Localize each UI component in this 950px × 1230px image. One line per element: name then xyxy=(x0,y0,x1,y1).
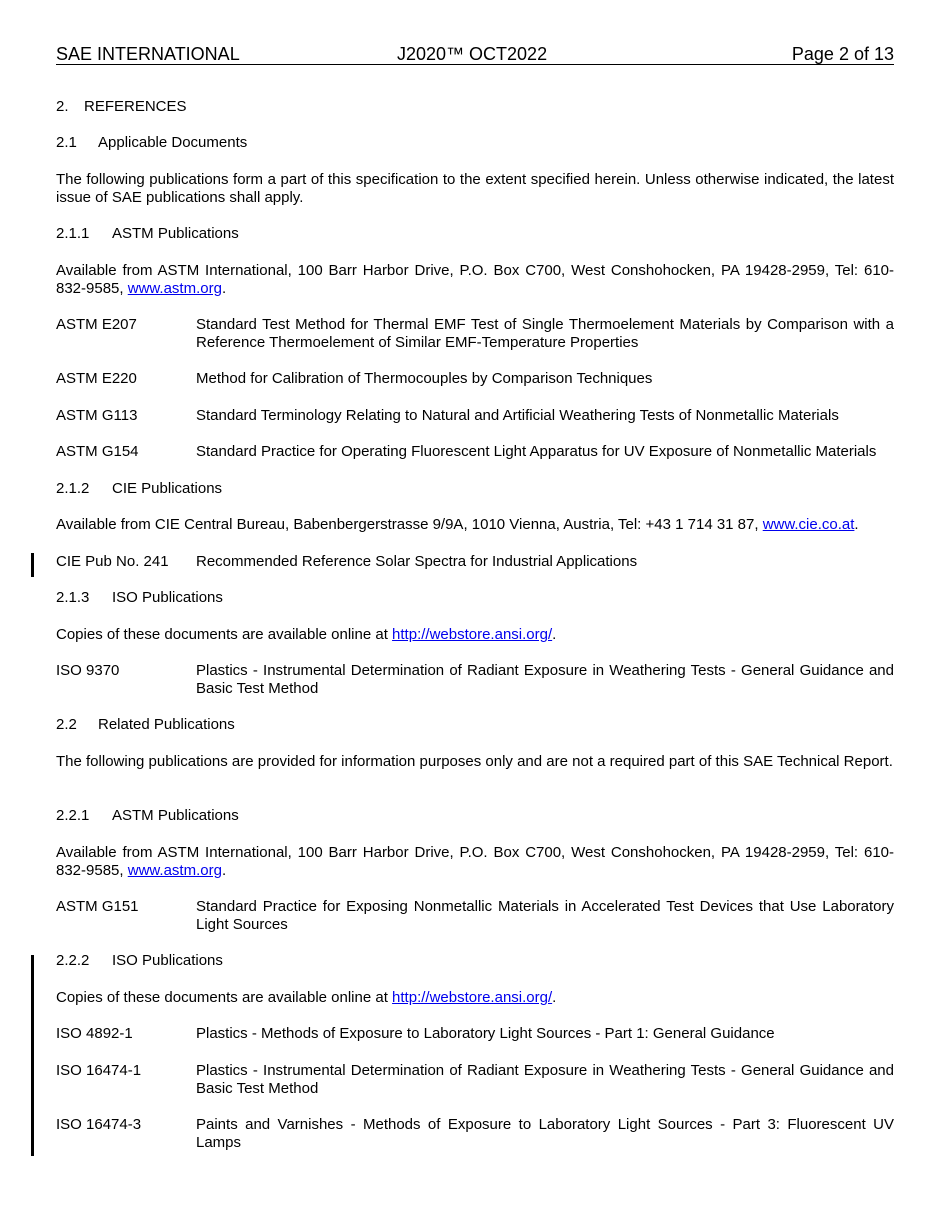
section-title: ISO Publications xyxy=(112,589,223,606)
reference-description: Standard Practice for Operating Fluorescent Light Apparatus for UV Exposure of Nonmetallic Materials xyxy=(196,443,877,460)
section-title: ISO Publications xyxy=(112,952,223,969)
section-2-2-2-heading xyxy=(56,952,894,970)
change-bar xyxy=(31,955,34,1156)
period: . xyxy=(221,280,227,297)
reference-description: Recommended Reference Solar Spectra for Industrial Applications xyxy=(196,553,638,570)
availability-text: Copies of these documents are available online at xyxy=(56,626,393,643)
section-title: Applicable Documents xyxy=(98,134,248,151)
page-header xyxy=(56,44,894,65)
reference-code: ASTM G154 xyxy=(56,443,139,460)
reference-code: ASTM G113 xyxy=(56,407,138,424)
astm-website-link[interactable]: www.astm.org xyxy=(127,280,222,297)
section-2-1-3-heading xyxy=(56,589,894,607)
section-title: ASTM Publications xyxy=(112,225,239,242)
section-number: 2.1.2 xyxy=(56,480,90,497)
section-2-1-2-heading xyxy=(56,480,894,498)
reference-code: CIE Pub No. 241 xyxy=(56,553,169,570)
period: . xyxy=(854,516,859,533)
section-number: 2.2 xyxy=(56,716,77,733)
section-number: 2.1.1 xyxy=(56,225,90,242)
reference-code: ASTM E207 xyxy=(56,316,137,333)
reference-code: ISO 16474-3 xyxy=(56,1116,142,1133)
ansi-webstore-link[interactable]: http://webstore.ansi.org/ xyxy=(392,989,553,1006)
availability-text: Available from ASTM International, 100 Barr Harbor Drive, P.O. Box C700, West Conshohocken, PA 19428-2959, Tel: 610-832-9585, xyxy=(56,262,894,297)
reference-code: ISO 9370 xyxy=(56,662,120,679)
section-number: 2.2.2 xyxy=(56,952,90,969)
reference-code: ASTM G151 xyxy=(56,898,139,915)
section-number: 2.2.1 xyxy=(56,807,90,824)
reference-description: Plastics - Methods of Exposure to Laboratory Light Sources - Part 1: General Guidance xyxy=(196,1025,775,1042)
reference-description: Standard Terminology Relating to Natural and Artificial Weathering Tests of Nonmetallic Materials xyxy=(196,407,839,424)
reference-description: Method for Calibration of Thermocouples by Comparison Techniques xyxy=(196,370,653,387)
section-2-2-text: The following publications are provided for information purposes only and are not a required part of this SAE Technical Report. xyxy=(56,753,893,770)
section-2-1-text: The following publications form a part of this specification to the extent specified herein. Unless otherwise indicated, the latest issue of SAE publications shall apply. xyxy=(56,171,894,206)
availability-text: Available from ASTM International, 100 Barr Harbor Drive, P.O. Box C700, West Conshohocken, PA 19428-2959, Tel: 610-832-9585, xyxy=(56,844,894,879)
section-number: 2.1.3 xyxy=(56,589,90,606)
reference-description: Standard Test Method for Thermal EMF Test of Single Thermoelement Materials by Comparison with a Reference Thermoelement of Similar EMF-Temperature Properties xyxy=(196,316,894,351)
reference-description: Standard Practice for Exposing Nonmetallic Materials in Accelerated Test Devices that Use Laboratory Light Sources xyxy=(196,898,894,933)
section-title: ASTM Publications xyxy=(112,807,239,824)
section-2-heading xyxy=(56,98,894,116)
reference-description: Plastics - Instrumental Determination of Radiant Exposure in Weathering Tests - General Guidance and Basic Test Method xyxy=(196,1062,894,1097)
section-2-2-1-heading xyxy=(56,807,894,825)
astm-website-link[interactable]: www.astm.org xyxy=(127,862,222,879)
reference-description: Plastics - Instrumental Determination of Radiant Exposure in Weathering Tests - General Guidance and Basic Test Method xyxy=(196,662,894,697)
iso-availability-text xyxy=(56,626,894,644)
section-number: 2. xyxy=(56,98,69,115)
reference-code: ISO 16474-1 xyxy=(56,1062,142,1079)
reference-code: ISO 4892-1 xyxy=(56,1025,133,1042)
section-title: CIE Publications xyxy=(112,480,223,497)
astm-availability-text xyxy=(56,262,894,298)
section-2-1-1-heading xyxy=(56,225,894,243)
iso-availability-text-2 xyxy=(56,989,894,1007)
astm-availability-text-2 xyxy=(56,844,894,880)
section-number: 2.1 xyxy=(56,134,77,151)
reference-code: ASTM E220 xyxy=(56,370,137,387)
reference-description: Paints and Varnishes - Methods of Exposure to Laboratory Light Sources - Part 3: Fluorescent UV Lamps xyxy=(196,1116,894,1151)
availability-text: Copies of these documents are available online at xyxy=(56,989,393,1006)
section-title: REFERENCES xyxy=(84,98,187,115)
cie-website-link[interactable]: www.cie.co.at xyxy=(762,516,855,533)
availability-text: Available from CIE Central Bureau, Babenbergerstrasse 9/9A, 1010 Vienna, Austria, Tel: +43 1 714 31 87, xyxy=(56,516,763,533)
section-title: Related Publications xyxy=(98,716,235,733)
header-doc-id: J2020™ OCT2022 xyxy=(397,44,548,64)
section-2-1-heading xyxy=(56,134,894,152)
cie-availability-text xyxy=(56,516,894,534)
period: . xyxy=(552,989,557,1006)
ansi-webstore-link[interactable]: http://webstore.ansi.org/ xyxy=(392,626,553,643)
period: . xyxy=(552,626,557,643)
period: . xyxy=(221,862,227,879)
header-page-number: Page 2 of 13 xyxy=(791,44,894,64)
change-bar xyxy=(31,553,34,577)
header-org: SAE INTERNATIONAL xyxy=(56,44,240,64)
section-2-2-heading xyxy=(56,716,894,734)
